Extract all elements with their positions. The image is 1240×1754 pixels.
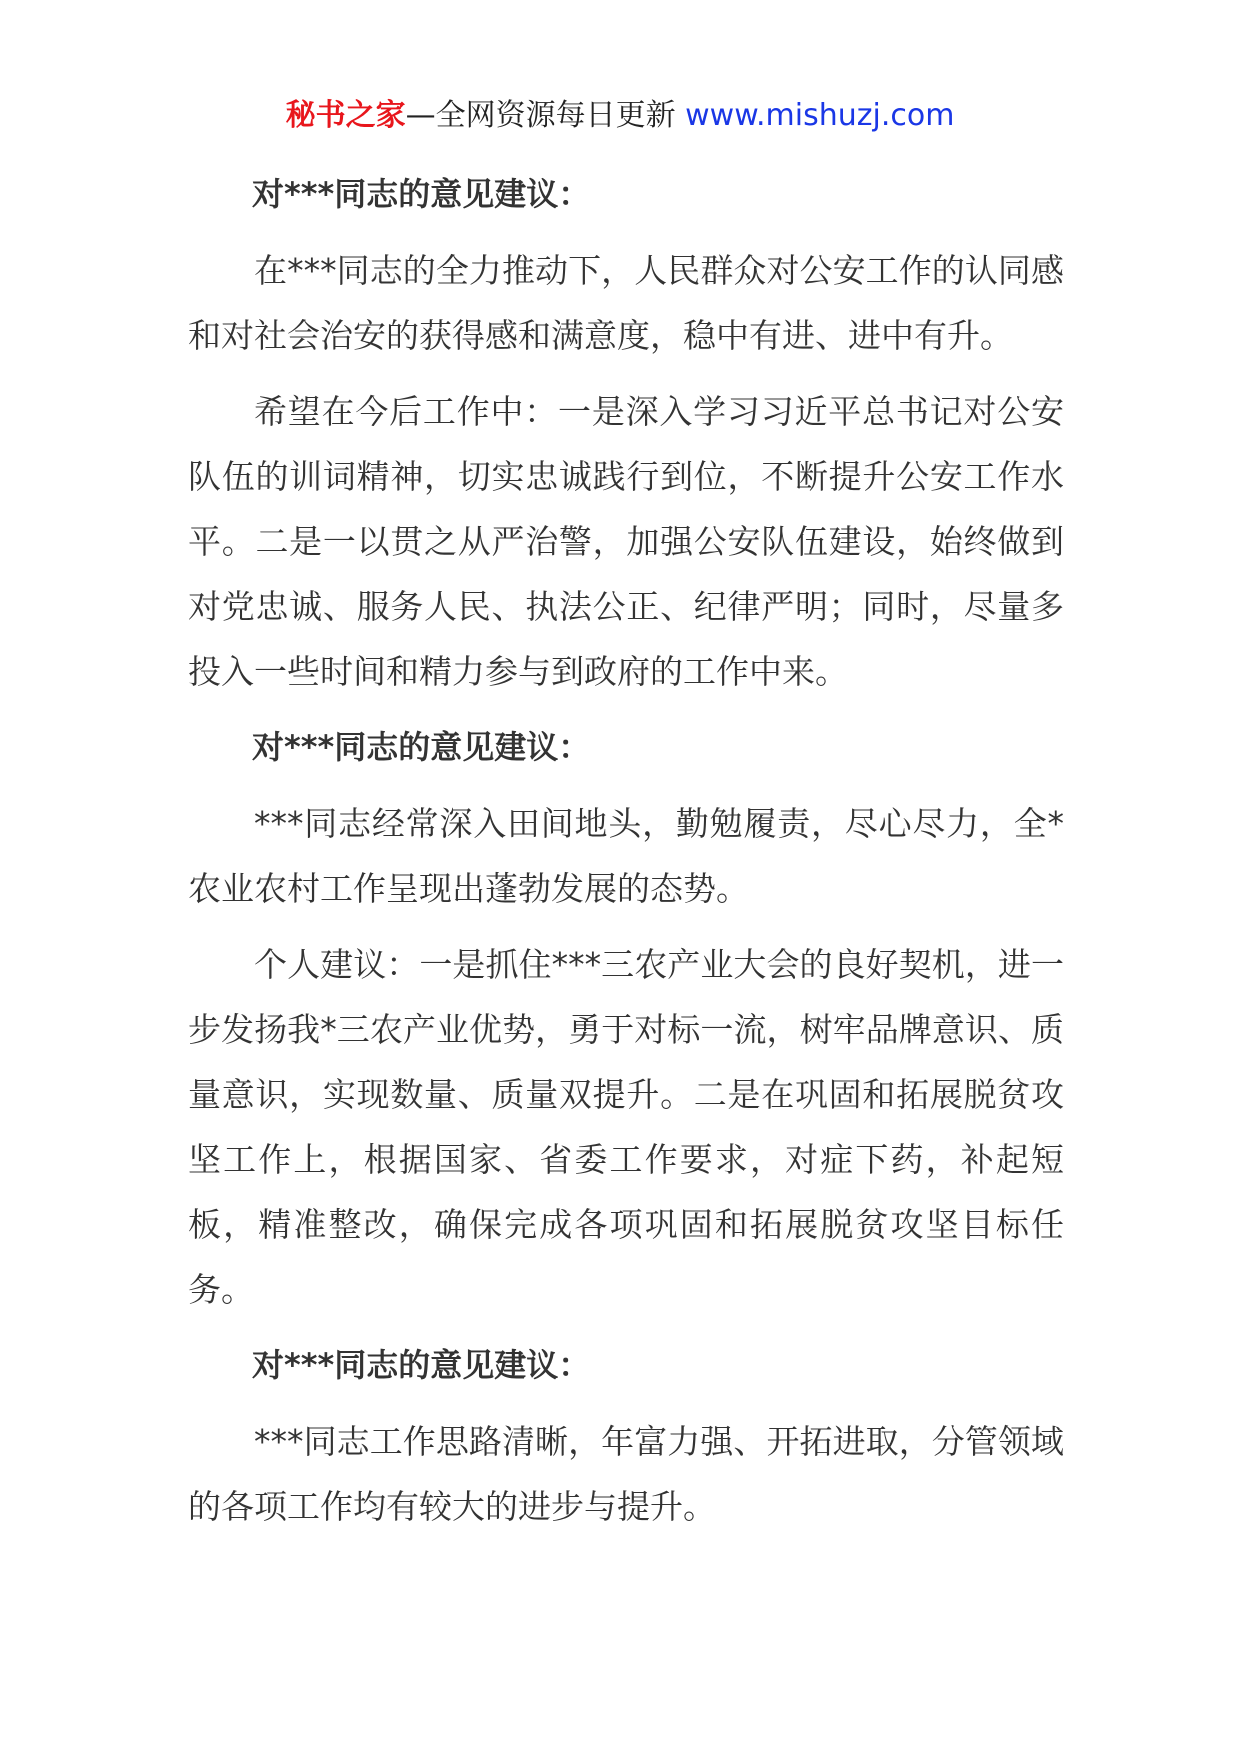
paragraph: ***同志经常深入田间地头，勤勉履责，尽心尽力，全*农业农村工作呈现出蓬勃发展的态势。 (188, 804, 1064, 908)
paragraph: 在***同志的全力推动下，人民群众对公安工作的认同感和对社会治安的获得感和满意度，稳中有进、进中有升。 (188, 251, 1064, 355)
section-heading: 对***同志的意见建议： (252, 728, 591, 766)
section-heading: 对***同志的意见建议： (252, 175, 591, 213)
document-body (188, 162, 1064, 1539)
paragraph: 希望在今后工作中：一是深入学习习近平总书记对公安队伍的训词精神，切实忠诚践行到位，不断提升公安工作水平。二是一以贯之从严治警，加强公安队伍建设，始终做到对党忠诚、服务人民、执法公正、纪律严明；同时，尽量多投入一些时间和精力参与到政府的工作中来。 (188, 392, 1064, 691)
page-header (0, 96, 1240, 136)
paragraph: ***同志工作思路清晰，年富力强、开拓进取，分管领域的各项工作均有较大的进步与提升。 (188, 1422, 1064, 1526)
brand-name: 秘书之家 (285, 98, 406, 133)
paragraph: 个人建议：一是抓住***三农产业大会的良好契机，进一步发扬我*三农产业优势，勇于对标一流，树牢品牌意识、质量意识，实现数量、质量双提升。二是在巩固和拓展脱贫攻坚工作上，根据国家、省委工作要求，对症下药，补起短板，精准整改，确保完成各项巩固和拓展脱贫攻坚目标任务。 (188, 945, 1064, 1309)
section-heading: 对***同志的意见建议： (252, 1346, 591, 1384)
header-tagline: —全网资源每日更新 (405, 98, 686, 133)
website-link[interactable]: www.mishuzj.com (685, 98, 955, 133)
